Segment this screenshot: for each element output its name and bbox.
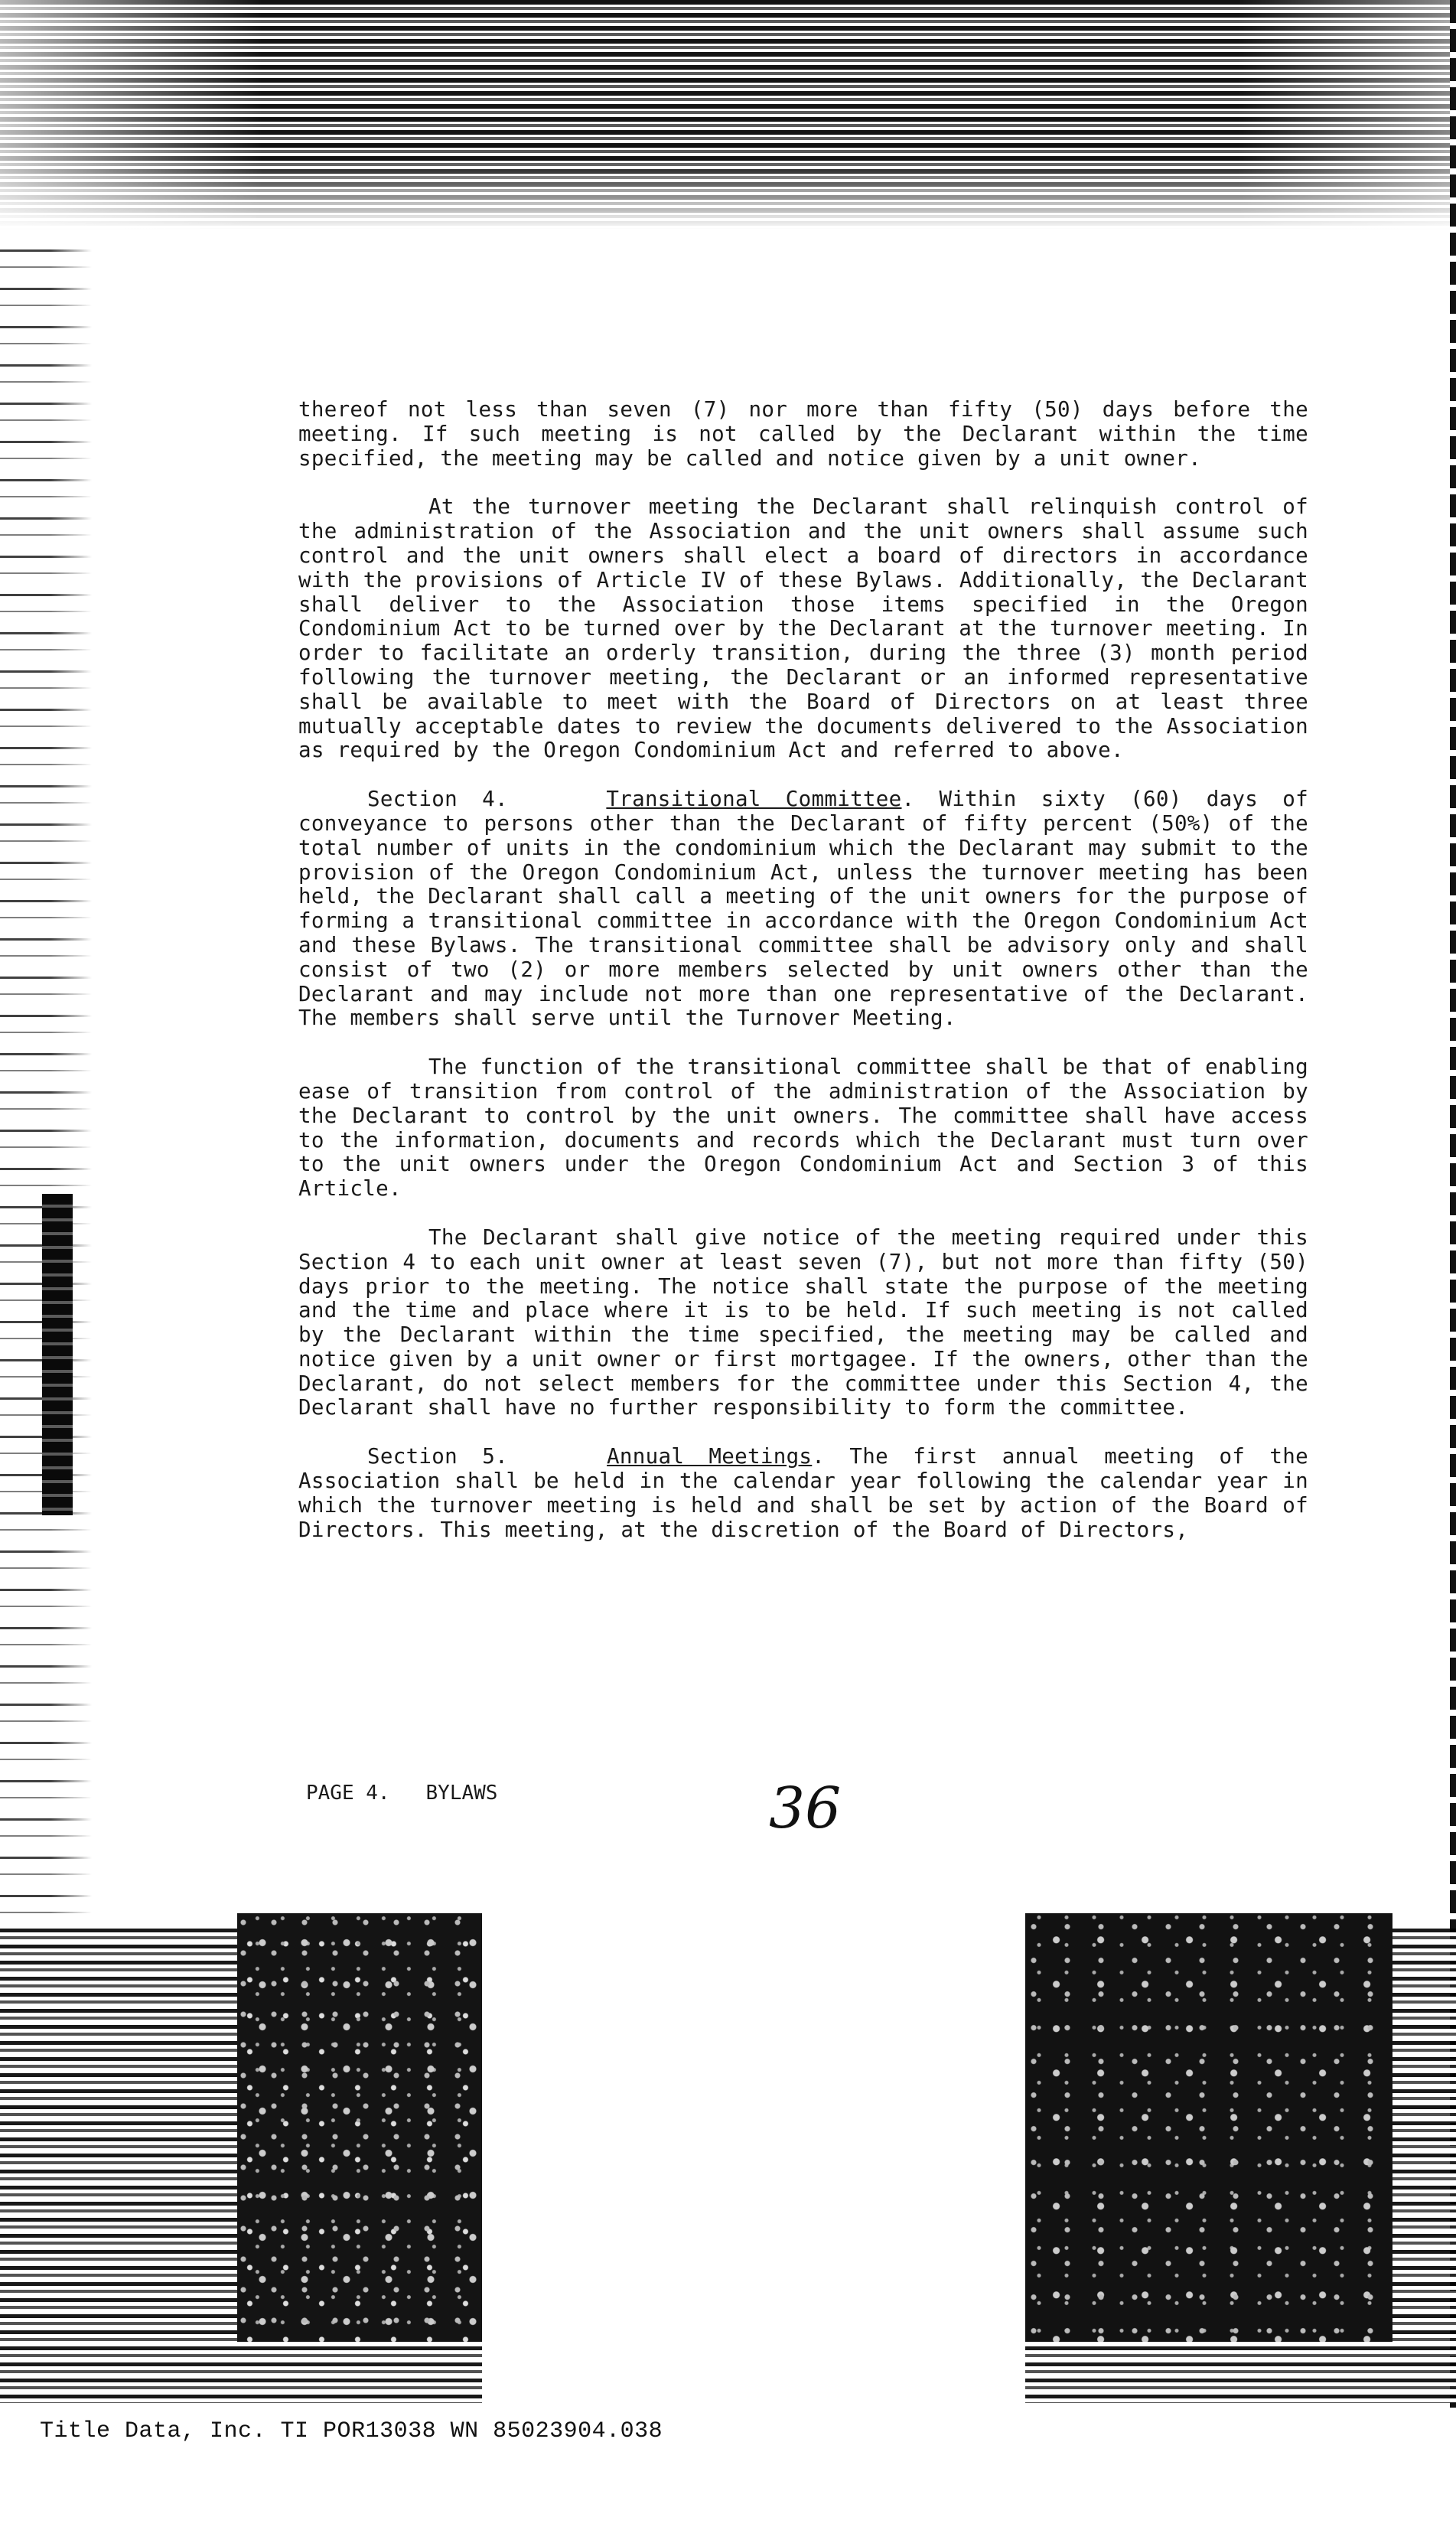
paragraph-turnover: At the turnover meeting the Declarant shall relinquish control of the administration of the Association and the unit owners shall assume such control and the unit owners shall elect a board of directors in accordance with the provisions of Article IV of these Bylaws. Additionally, the Declarant shall deliver to the Association those items specified in the Oregon Condominium Act to be turned over by the Declarant at the turnover meeting. In order to facilitate an orderly transition, during the three (3) month period following the turnover meeting, the Declarant or an informed representative shall be available to meet with the Board of Directors on at least three mutually acceptable dates to review the documents delivered to the Association as required by the Oregon Condominium Act and referred to above. bbox=[298, 494, 1308, 763]
scan-noise-top-fade bbox=[0, 0, 1456, 237]
paragraph-section-5 bbox=[298, 1445, 1308, 1542]
scan-source-footer: Title Data, Inc. TI POR13038 WN 85023904.038 bbox=[40, 2418, 663, 2444]
scan-gap-bottom bbox=[482, 1913, 1025, 2403]
paragraph-notice: The Declarant shall give notice of the meeting required under this Section 4 to each unit owner at least seven (7), but not more than fifty (50) days prior to the meeting. The notice shall state the purpose of the meeting and the time and place where it is to be held. If such meeting is not called by the Declarant within the time specified, the meeting may be called and notice given by a unit owner or first mortgagee. If the owners, other than the Declarant, do not select members for the committee under this Section 4, the Declarant shall have no further responsibility to form the committee. bbox=[298, 1224, 1308, 1420]
section-5-text: . The first annual meeting of the Association shall be held in the calendar year following the calendar year in which the turnover meeting is held and shall be set by action of the Board of Directors. This meeting, at the discretion of the Board of Directors, bbox=[298, 1444, 1308, 1542]
section-5-label: Section 5. bbox=[367, 1444, 508, 1469]
page-footer-label: PAGE 4. BYLAWS bbox=[306, 1782, 498, 1805]
scan-noise-bottom-right bbox=[1025, 1913, 1392, 2342]
paragraph-section-4 bbox=[298, 787, 1308, 1031]
section-4-heading: Transitional Committee bbox=[606, 787, 902, 812]
scan-noise-left-edge bbox=[0, 230, 92, 1951]
scan-noise-bottom-left bbox=[237, 1913, 482, 2342]
section-5-heading: Annual Meetings bbox=[607, 1444, 813, 1469]
document-body bbox=[298, 398, 1308, 1567]
scan-noise-left-block bbox=[42, 1194, 73, 1515]
paragraph-continuation: thereof not less than seven (7) nor more than fifty (50) days before the meeting. If such meeting is not called by the Declarant within the time specified, the meeting may be called and notice given by a unit owner. bbox=[298, 397, 1308, 471]
paragraph-function: The function of the transitional committee shall be that of enabling ease of transition from control of the administration of the Association by the Declarant to control by the unit owners. The committee shall have access to the information, documents and records which the Declarant must turn over to the unit owners under the Oregon Condominium Act and Section 3 of this Article. bbox=[298, 1055, 1308, 1202]
section-4-label: Section 4. bbox=[367, 787, 508, 812]
handwritten-page-number: 36 bbox=[769, 1775, 842, 1841]
section-4-text: . Within sixty (60) days of conveyance to persons other than the Declarant of fifty percent (50%) of the total number of units in the condominium which the Declarant may submit to the provision of the Oregon Condominium Act, unless the turnover meeting has been held, the Declarant shall call a meeting of the unit owners for the purpose of forming a transitional committee in accordance with the Oregon Condominium Act and these Bylaws. The transitional committee shall be advisory only and shall consist of two (2) or more members selected by unit owners other than the Declarant and may include not more than one representative of the Declarant. The members shall serve until the Turnover Meeting. bbox=[298, 787, 1308, 1031]
